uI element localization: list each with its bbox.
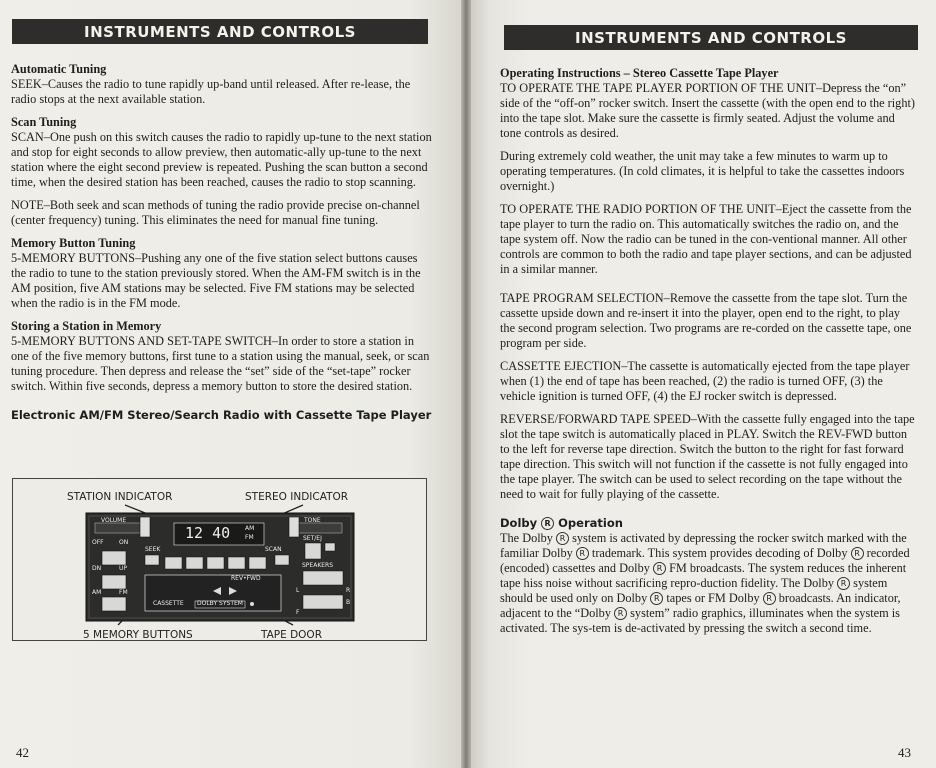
registered-mark-icon: R [576,547,589,560]
registered-mark-icon: R [556,532,569,545]
seek-label: SEEK [145,546,161,553]
dolby-text-segment: tapes or FM Dolby [666,591,760,605]
speakers-label: SPEAKERS [302,562,334,569]
section-text-scan-tuning: SCAN–One push on this switch causes the radio to rapidly up-tune to the next station and stop for eight seconds to allow preview, then automatic-ally up-tune to the next station where the eight second preview is repeated. Pushing the scan button a second time, when the desired station has been reached, causes the radio to stop scanning. [11,130,432,189]
dolby-heading-word: Dolby [500,516,538,530]
section-text-memory-button-tuning: 5-MEMORY BUTTONS–Pushing any one of the five station select buttons causes the radio to tune to the station previously stored. When the AM-FM switch is in the AM position, five AM stations may be selected. Five FM stations may be selected when the radio is in the FM mode. [11,251,421,310]
registered-mark-icon: R [541,517,554,530]
cassette-label: CASSETTE [153,600,184,607]
reverse-forward-paragraph: REVERSE/FORWARD TAPE SPEED–With the cassette fully engaged into the tape slot the tape switch is automatically placed in PLAY. Switch the REV-FWD button to the left for reverse tape direction. Switch the button to the right for fast forward tape direction. This switch will not function if the cassette is not fully engaged into the tape player. The switch can be used to select recording on the tape without the need to wait for fully playing of the cassette. [500,412,915,501]
section-text-storing-station: 5-MEMORY BUTTONS AND SET-TAPE SWITCH–In order to store a station in one of the five memory buttons, first tune to a station using the manual, seek, or scan tuning procedure. Then depress and release the “set” side of the “set-tape” rocker switch. Within five seconds, depress a memory button to store the desired station. [11,334,430,393]
memory-buttons-label: 5 MEMORY BUTTONS [83,629,193,641]
right-page-number: 43 [898,745,911,760]
dolby-text-segment: system” radio graphics, illuminates when the system is activated. The sys-tem is de-activated by pressing the switch a second time. [500,606,900,635]
tone-label: TONE [304,517,321,524]
display-digits: 12 40 [185,524,231,542]
cold-weather-paragraph: During extremely cold weather, the unit may take a few minutes to warm up to operating temperatures. (In cold climates, it is helpful to take the cassettes indoors overnight.) [500,149,905,193]
dolby-text-segment: system is activated by depressing the rocker switch marked with the familiar Dolby [500,531,907,560]
left-text-column [11,62,433,423]
dolby-operation-heading [500,516,918,531]
right-page-banner: INSTRUMENTS AND CONTROLS [504,25,918,50]
dolby-text-segment: recorded (encoded) cassettes and Dolby [500,546,910,575]
dolby-text-segment: FM broadcasts. The system reduces the inherent tape hiss noise without sacrificing repro-duction fidelity. The Dolby [500,561,907,590]
left-page [0,0,466,768]
note-paragraph: NOTE–Both seek and scan methods of tuning the radio provide precise on-channel (center frequency) tuning. This eliminates the need for manual fine tuning. [11,198,420,227]
speaker-f-label: F [296,609,300,616]
speaker-b-label: B [346,599,351,606]
dolby-text-segment: system should be used only on Dolby [500,576,888,605]
dolby-text-segment: The Dolby [500,531,553,545]
off-label: OFF [92,539,104,546]
radio-diagram [12,478,427,641]
stereo-indicator-label: STEREO INDICATOR [245,491,349,503]
book-gutter [461,0,471,768]
speaker-r-label: R [346,587,351,594]
station-indicator-label: STATION INDICATOR [67,491,173,503]
display-am: AM [245,525,255,532]
speaker-l-label: L [296,587,300,594]
cassette-ejection-paragraph: CASSETTE EJECTION–The cassette is automatically ejected from the tape player when (1) the end of tape has been reached, (2) the radio is turned OFF, (3) the vehicle ignition is turned OFF, (4) the EJ rocker switch is depressed. [500,359,910,403]
operation-heading-word: Operation [558,516,623,530]
section-heading-scan-tuning: Scan Tuning [11,115,77,129]
tape-door-label: TAPE DOOR [261,629,322,641]
dolby-paragraph [500,531,918,636]
registered-mark-icon: R [837,577,850,590]
set-ej-label: SET/EJ [303,535,322,542]
left-page-number: 42 [16,745,29,760]
diagram-title: Electronic AM/FM Stereo/Search Radio with Cassette Tape Player [11,408,432,422]
radio-faceplate-drawing [13,479,426,640]
registered-mark-icon: R [650,592,663,605]
registered-mark-icon: R [851,547,864,560]
display-fm: FM [245,534,254,541]
left-page-banner: INSTRUMENTS AND CONTROLS [12,19,428,44]
right-page [466,0,936,768]
section-heading-storing-station: Storing a Station in Memory [11,319,162,333]
dolby-text-segment: broadcasts. An indicator, adjacent to the “Dolby [500,591,901,620]
fm-label: FM [119,589,128,596]
rev-fwd-label: REV•FWD [231,575,261,582]
volume-label: VOLUME [101,517,127,524]
right-text-column [500,66,918,636]
section-heading-memory-button-tuning: Memory Button Tuning [11,236,136,250]
registered-mark-icon: R [653,562,666,575]
am-label: AM [92,589,102,596]
section-text-automatic-tuning: SEEK–Causes the radio to tune rapidly up-band until released. After re-lease, the radio stops at the next available station. [11,77,411,106]
dn-label: DN [92,565,102,572]
up-label: UP [119,565,128,572]
radio-operation-paragraph: TO OPERATE THE RADIO PORTION OF THE UNIT–Eject the cassette from the tape player to turn the radio on. This automatically switches the radio on, and the tape system off. Now the radio can be tuned in the con-ventional manner. All other controls are common to both the radio and tape player sections, and can be adjusted in a similar manner. [500,202,912,276]
registered-mark-icon: R [763,592,776,605]
registered-mark-icon: R [614,607,627,620]
section-heading-automatic-tuning: Automatic Tuning [11,62,107,76]
dolby-system-label: DOLBY SYSTEM [197,600,243,607]
on-label: ON [119,539,129,546]
operating-instructions-heading: Operating Instructions – Stereo Cassette Tape Player [500,66,779,80]
dolby-text-segment: trademark. This system provides decoding of Dolby [591,546,848,560]
tape-player-operation-paragraph: TO OPERATE THE TAPE PLAYER PORTION OF THE UNIT–Depress the “on” side of the “off-on” rocker switch. Insert the cassette (with the open end to the right) into the tape slot. Make sure the cassette is firmly seated. Adjust the volume and tone controls as desired. [500,81,915,140]
tape-program-selection-paragraph: TAPE PROGRAM SELECTION–Remove the cassette from the tape slot. Turn the cassette upside down and re-insert it into the player, open end to the right, to play the second program selection. Two programs are re-corded on the cassette tape, one program per side. [500,291,912,350]
scan-label: SCAN [265,546,282,553]
